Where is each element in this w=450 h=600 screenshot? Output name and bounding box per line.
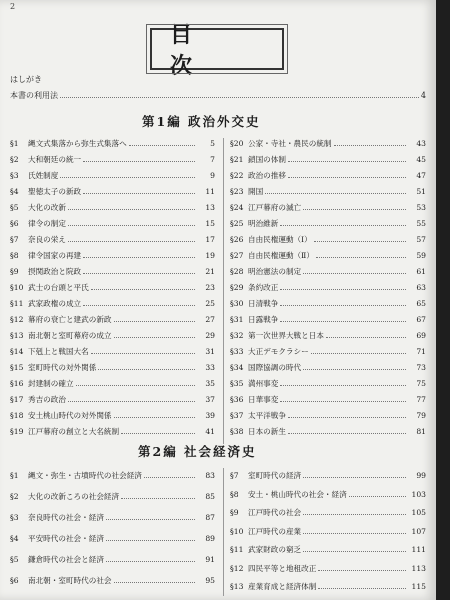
toc-entry-page: 45 bbox=[416, 155, 426, 164]
toc-entry-number: §3 bbox=[10, 171, 19, 180]
toc-entry-label: 奈良の栄え bbox=[28, 235, 66, 244]
toc-entry-label: 第一次世界大戦と日本 bbox=[248, 331, 324, 340]
toc-entry-page: 67 bbox=[416, 315, 426, 324]
toc-entry-number: §2 bbox=[10, 155, 19, 164]
toc-entry bbox=[10, 170, 215, 186]
leader-dots bbox=[83, 305, 195, 306]
toc-entry-number: §25 bbox=[230, 219, 244, 228]
toc-entry-number: §11 bbox=[10, 299, 24, 308]
toc-entry-label: 日華事変 bbox=[248, 395, 279, 404]
leader-dots bbox=[265, 193, 406, 194]
toc-entry-number: §20 bbox=[230, 139, 244, 148]
toc-entry-number: §1 bbox=[10, 471, 19, 480]
toc-entry-page: 105 bbox=[411, 508, 426, 517]
toc-entry-label: 武士の台頭と平氏 bbox=[28, 283, 89, 292]
toc-entry-page: 29 bbox=[205, 331, 215, 340]
leader-dots bbox=[280, 225, 406, 226]
toc-entry-number: §5 bbox=[10, 203, 19, 212]
toc-entry-page: 15 bbox=[205, 219, 215, 228]
toc-entry-number: §10 bbox=[230, 526, 244, 536]
toc-entry-number: §37 bbox=[230, 411, 244, 420]
toc-entry-label: 政治の推移 bbox=[248, 171, 286, 180]
toc-entry-label: 明治憲法の制定 bbox=[248, 267, 302, 276]
leader-dots bbox=[303, 551, 406, 552]
toc-entry-label: 大正デモクラシー bbox=[248, 347, 309, 356]
toc-entry-page: 75 bbox=[416, 379, 426, 388]
leader-dots bbox=[303, 533, 406, 534]
toc-entry-page: 19 bbox=[205, 251, 215, 260]
toc-entry-label: 江戸幕府の創立と大名統制 bbox=[28, 427, 120, 436]
toc-entry-page: 11 bbox=[205, 187, 215, 196]
leader-dots bbox=[68, 225, 195, 226]
toc-entry-page: 39 bbox=[205, 411, 215, 420]
toc-entry bbox=[10, 512, 215, 528]
toc-entry-page: 115 bbox=[411, 582, 426, 591]
toc-entry-page: 89 bbox=[205, 534, 215, 543]
toc-entry-number: §23 bbox=[230, 187, 244, 196]
leader-dots bbox=[288, 161, 406, 162]
leader-dots bbox=[60, 177, 195, 178]
toc-entry-page: 35 bbox=[205, 379, 215, 388]
toc-entry-number: §1 bbox=[10, 139, 19, 148]
toc-entry-label: 安土・桃山時代の社会・経済 bbox=[248, 489, 347, 499]
toc-entry-page: 5 bbox=[210, 139, 215, 148]
leader-dots bbox=[280, 289, 406, 290]
leader-dots bbox=[303, 273, 406, 274]
toc-entry bbox=[230, 507, 426, 523]
toc-entry bbox=[230, 544, 426, 560]
toc-entry-label: 日清戦争 bbox=[248, 299, 279, 308]
toc-entry bbox=[10, 426, 215, 442]
toc-entry-number: §36 bbox=[230, 395, 244, 404]
toc-entry bbox=[230, 563, 426, 579]
toc-entry bbox=[10, 314, 215, 330]
toc-entry bbox=[10, 394, 215, 410]
toc-entry-number: §17 bbox=[10, 395, 24, 404]
toc-entry bbox=[10, 330, 215, 346]
leader-dots bbox=[114, 582, 195, 583]
toc-entry-page: 7 bbox=[210, 155, 215, 164]
leader-dots bbox=[303, 514, 406, 515]
title-box bbox=[150, 22, 284, 79]
toc-entry-label: 武家財政の窮乏 bbox=[248, 545, 302, 554]
toc-entry-page: 103 bbox=[411, 489, 426, 499]
toc-entry-number: §33 bbox=[230, 347, 244, 356]
toc-entry-number: §3 bbox=[10, 513, 19, 522]
toc-entry bbox=[230, 426, 426, 442]
leader-dots bbox=[280, 401, 406, 402]
leader-dots bbox=[114, 337, 195, 338]
toc-entry-page: 9 bbox=[210, 171, 215, 180]
toc-entry-label: 大化の改新ころの社会経済 bbox=[28, 492, 120, 501]
toc-entry bbox=[230, 154, 426, 170]
part2-heading: 第2編 社会経済史 bbox=[138, 444, 257, 459]
toc-entry-page: 81 bbox=[416, 427, 426, 436]
toc-entry bbox=[10, 234, 215, 250]
front-matter-label: 本書の利用法 bbox=[10, 91, 58, 100]
toc-entry-label: 江戸時代の社会 bbox=[248, 508, 302, 517]
toc-entry-number: §8 bbox=[230, 489, 239, 499]
toc-entry-page: 25 bbox=[205, 299, 215, 308]
toc-entry bbox=[230, 330, 426, 346]
toc-entry bbox=[10, 533, 215, 549]
leader-dots bbox=[318, 588, 406, 589]
toc-entry bbox=[10, 362, 215, 378]
leader-dots bbox=[121, 433, 195, 434]
toc-entry-number: §38 bbox=[230, 427, 244, 436]
toc-entry bbox=[230, 362, 426, 378]
toc-entry-number: §21 bbox=[230, 155, 244, 164]
leader-dots bbox=[83, 161, 195, 162]
front-matter-usage bbox=[10, 90, 426, 101]
toc-entry bbox=[10, 154, 215, 170]
leader-dots bbox=[76, 385, 195, 386]
leader-dots bbox=[288, 417, 406, 418]
toc-entry bbox=[10, 378, 215, 394]
toc-entry-number: §4 bbox=[10, 534, 19, 543]
toc-entry-number: §5 bbox=[10, 555, 19, 564]
toc-entry-page: 73 bbox=[416, 363, 426, 372]
toc-entry-page: 51 bbox=[416, 187, 426, 196]
leader-dots bbox=[83, 193, 195, 194]
toc-entry-page: 71 bbox=[416, 347, 426, 356]
toc-entry-label: 室町時代の対外関係 bbox=[28, 363, 97, 372]
toc-entry-label: 武家政権の成立 bbox=[28, 299, 82, 308]
toc-entry-number: §6 bbox=[10, 576, 19, 585]
toc-entry bbox=[230, 378, 426, 394]
toc-entry-label: 氏姓制度 bbox=[28, 171, 59, 180]
toc-entry bbox=[10, 575, 215, 591]
leader-dots bbox=[288, 433, 406, 434]
toc-entry-page: 53 bbox=[416, 203, 426, 212]
toc-entry-label: 南北朝・室町時代の社会 bbox=[28, 576, 112, 585]
leader-dots bbox=[83, 257, 195, 258]
toc-entry-number: §2 bbox=[10, 492, 19, 501]
toc-entry bbox=[230, 170, 426, 186]
toc-entry-page: 91 bbox=[205, 555, 215, 564]
toc-entry-number: §19 bbox=[10, 427, 24, 436]
toc-entry-page: 85 bbox=[205, 492, 215, 501]
toc-entry bbox=[10, 266, 215, 282]
toc-entry-page: 43 bbox=[416, 139, 426, 148]
leader-dots bbox=[106, 540, 195, 541]
toc-entry bbox=[230, 266, 426, 282]
toc-entry-label: 自由民権運動（Ⅱ） bbox=[248, 251, 314, 260]
toc-entry bbox=[230, 138, 426, 154]
toc-entry-number: §7 bbox=[10, 235, 19, 244]
toc-entry-page: 27 bbox=[205, 315, 215, 324]
page-title: 目 次 bbox=[170, 22, 251, 79]
toc-entry-label: 江戸時代の産業 bbox=[248, 526, 302, 536]
toc-entry-label: 満州事変 bbox=[248, 379, 279, 388]
toc-entry-label: 日本の新生 bbox=[248, 427, 286, 436]
toc-entry bbox=[230, 250, 426, 266]
front-matter-preface bbox=[10, 74, 426, 85]
toc-entry-page: 33 bbox=[205, 363, 215, 372]
leader-dots bbox=[280, 385, 406, 386]
toc-entry-label: 秀吉の政治 bbox=[28, 395, 66, 404]
toc-entry-page: 23 bbox=[205, 283, 215, 292]
toc-entry-number: §30 bbox=[230, 299, 244, 308]
toc-entry-label: 江戸幕府の滅亡 bbox=[248, 203, 302, 212]
leader-dots bbox=[318, 570, 406, 571]
toc-entry-page: 63 bbox=[416, 283, 426, 292]
leader-dots bbox=[106, 561, 195, 562]
leader-dots bbox=[91, 353, 195, 354]
leader-dots bbox=[91, 289, 195, 290]
toc-entry bbox=[10, 554, 215, 570]
toc-entry bbox=[230, 218, 426, 234]
toc-entry-page: 79 bbox=[416, 411, 426, 420]
toc-entry-label: 下剋上と戦国大名 bbox=[28, 347, 89, 356]
toc-entry-number: §24 bbox=[230, 203, 244, 212]
toc-entry-label: 律令国家の再建 bbox=[28, 251, 82, 260]
toc-entry-number: §27 bbox=[230, 251, 244, 260]
toc-entry-label: 公家・寺社・農民の統制 bbox=[248, 139, 332, 148]
toc-entry-page: 65 bbox=[416, 299, 426, 308]
toc-entry-label: 国際協調の時代 bbox=[248, 363, 302, 372]
toc-entry-number: §12 bbox=[230, 563, 244, 573]
leader-dots bbox=[280, 321, 406, 322]
front-matter-page: 4 bbox=[420, 91, 426, 100]
toc-entry bbox=[10, 138, 215, 154]
leader-dots bbox=[98, 369, 195, 370]
leader-dots bbox=[129, 145, 195, 146]
toc-entry-number: §35 bbox=[230, 379, 244, 388]
leader-dots bbox=[303, 369, 406, 370]
toc-entry-label: 室町時代の経済 bbox=[248, 471, 302, 480]
toc-entry bbox=[10, 282, 215, 298]
toc-entry-label: 四民平等と地租改正 bbox=[248, 563, 317, 573]
toc-entry-number: §15 bbox=[10, 363, 24, 372]
toc-entry-number: §10 bbox=[10, 283, 24, 292]
toc-entry-label: 日露戦争 bbox=[248, 315, 279, 324]
toc-entry-label: 縄文・弥生・古墳時代の社会経済 bbox=[28, 471, 142, 480]
toc-entry bbox=[10, 346, 215, 362]
page-edge bbox=[436, 0, 450, 600]
toc-entry bbox=[10, 186, 215, 202]
leader-dots bbox=[83, 273, 195, 274]
toc-entry-number: §13 bbox=[230, 582, 244, 591]
toc-entry-number: §7 bbox=[230, 471, 239, 480]
toc-entry-label: 封建制の確立 bbox=[28, 379, 74, 388]
toc-entry-page: 31 bbox=[205, 347, 215, 356]
toc-entry bbox=[230, 314, 426, 330]
column-divider bbox=[223, 468, 224, 596]
toc-entry-page: 17 bbox=[205, 235, 215, 244]
toc-entry-page: 47 bbox=[416, 171, 426, 180]
toc-entry bbox=[10, 470, 215, 486]
toc-entry-label: 大和朝廷の統一 bbox=[28, 155, 82, 164]
toc-entry-number: §28 bbox=[230, 267, 244, 276]
leader-dots bbox=[349, 496, 406, 497]
toc-entry-page: 95 bbox=[205, 576, 215, 585]
toc-entry-label: 太平洋戦争 bbox=[248, 411, 286, 420]
toc-entry-label: 大化の改新 bbox=[28, 203, 66, 212]
toc-entry-number: §12 bbox=[10, 315, 24, 324]
toc-entry-number: §18 bbox=[10, 411, 24, 420]
toc-entry-label: 南北朝と室町幕府の成立 bbox=[28, 331, 112, 340]
leader-dots bbox=[68, 241, 195, 242]
leader-dots bbox=[144, 477, 195, 478]
leader-dots bbox=[68, 401, 195, 402]
toc-entry-label: 平安時代の社会・経済 bbox=[28, 534, 104, 543]
leader-dots bbox=[121, 498, 195, 499]
toc-entry bbox=[10, 250, 215, 266]
toc-entry-number: §6 bbox=[10, 219, 19, 228]
leader-dots bbox=[68, 209, 195, 210]
leader-dots bbox=[303, 209, 406, 210]
toc-entry-number: §8 bbox=[10, 251, 19, 260]
toc-entry-label: 自由民権運動（Ⅰ） bbox=[248, 235, 312, 244]
toc-entry-number: §22 bbox=[230, 171, 244, 180]
part1-heading: 第1編 政治外交史 bbox=[142, 114, 261, 129]
toc-entry-page: 59 bbox=[416, 251, 426, 260]
toc-entry-number: §4 bbox=[10, 187, 19, 196]
toc-entry bbox=[230, 581, 426, 597]
toc-entry bbox=[10, 298, 215, 314]
toc-entry bbox=[230, 470, 426, 486]
toc-entry-label: 縄文式集落から弥生式集落へ bbox=[28, 139, 127, 148]
toc-entry bbox=[230, 298, 426, 314]
leader-dots bbox=[303, 477, 406, 478]
page-marker: 2 bbox=[10, 2, 16, 11]
toc-entry-page: 87 bbox=[205, 513, 215, 522]
leader-dots bbox=[280, 305, 406, 306]
toc-entry-page: 113 bbox=[411, 563, 426, 573]
leader-dots bbox=[114, 417, 195, 418]
toc-entry-number: §13 bbox=[10, 331, 24, 340]
toc-entry bbox=[230, 234, 426, 250]
toc-entry-page: 21 bbox=[205, 267, 215, 276]
toc-entry-label: 幕府の衰亡と建武の新政 bbox=[28, 315, 112, 324]
toc-entry-number: §16 bbox=[10, 379, 24, 388]
toc-entry-number: §14 bbox=[10, 347, 24, 356]
toc-entry-page: 111 bbox=[411, 545, 426, 554]
toc-entry bbox=[230, 202, 426, 218]
toc-entry-page: 83 bbox=[205, 471, 215, 480]
toc-entry-number: §9 bbox=[10, 267, 19, 276]
leader-dots bbox=[311, 353, 406, 354]
toc-entry-number: §34 bbox=[230, 363, 244, 372]
leader-dots bbox=[334, 145, 406, 146]
toc-entry-page: 57 bbox=[416, 235, 426, 244]
toc-entry bbox=[230, 489, 426, 505]
toc-entry-label: 産業育成と経済体制 bbox=[248, 582, 317, 591]
leader-dots bbox=[288, 177, 406, 178]
toc-entry-page: 61 bbox=[416, 267, 426, 276]
toc-entry-label: 明治維新 bbox=[248, 219, 279, 228]
toc-entry-number: §26 bbox=[230, 235, 244, 244]
toc-entry bbox=[10, 202, 215, 218]
toc-entry-page: 107 bbox=[411, 526, 426, 536]
toc-entry-label: 聖徳太子の新政 bbox=[28, 187, 82, 196]
toc-entry-label: 奈良時代の社会・経済 bbox=[28, 513, 104, 522]
toc-entry-number: §9 bbox=[230, 508, 239, 517]
leader-dots bbox=[114, 321, 195, 322]
toc-entry-page: 99 bbox=[416, 471, 426, 480]
leader-dots bbox=[316, 257, 406, 258]
toc-entry bbox=[230, 394, 426, 410]
toc-entry-page: 37 bbox=[205, 395, 215, 404]
toc-entry-label: 条約改正 bbox=[248, 283, 279, 292]
toc-entry-page: 13 bbox=[205, 203, 215, 212]
leader-dots bbox=[106, 519, 195, 520]
column-divider bbox=[223, 138, 224, 444]
toc-entry bbox=[230, 526, 426, 542]
toc-entry-label: 開国 bbox=[248, 187, 264, 196]
toc-entry bbox=[230, 410, 426, 426]
toc-entry-label: 安土桃山時代の対外関係 bbox=[28, 411, 112, 420]
toc-entry-number: §31 bbox=[230, 315, 244, 324]
toc-entry-page: 41 bbox=[205, 427, 215, 436]
toc-entry bbox=[230, 186, 426, 202]
leader-dots bbox=[326, 337, 406, 338]
toc-entry-page: 69 bbox=[416, 331, 426, 340]
toc-entry-label: 鎖国の体制 bbox=[248, 155, 286, 164]
toc-entry bbox=[10, 491, 215, 507]
toc-entry bbox=[230, 282, 426, 298]
toc-entry-page: 77 bbox=[416, 395, 426, 404]
toc-entry-label: 摂関政治と院政 bbox=[28, 267, 82, 276]
toc-entry-page: 55 bbox=[416, 219, 426, 228]
toc-entry bbox=[10, 218, 215, 234]
toc-entry-number: §29 bbox=[230, 283, 244, 292]
leader-dots bbox=[314, 241, 406, 242]
toc-entry bbox=[230, 346, 426, 362]
toc-entry bbox=[10, 410, 215, 426]
toc-entry-number: §32 bbox=[230, 331, 244, 340]
toc-entry-label: 鎌倉時代の社会と経済 bbox=[28, 555, 104, 564]
toc-entry-label: 律令の制定 bbox=[28, 219, 66, 228]
toc-entry-number: §11 bbox=[230, 545, 244, 554]
leader-dots bbox=[60, 97, 419, 98]
front-matter-label: はしがき bbox=[10, 75, 42, 84]
